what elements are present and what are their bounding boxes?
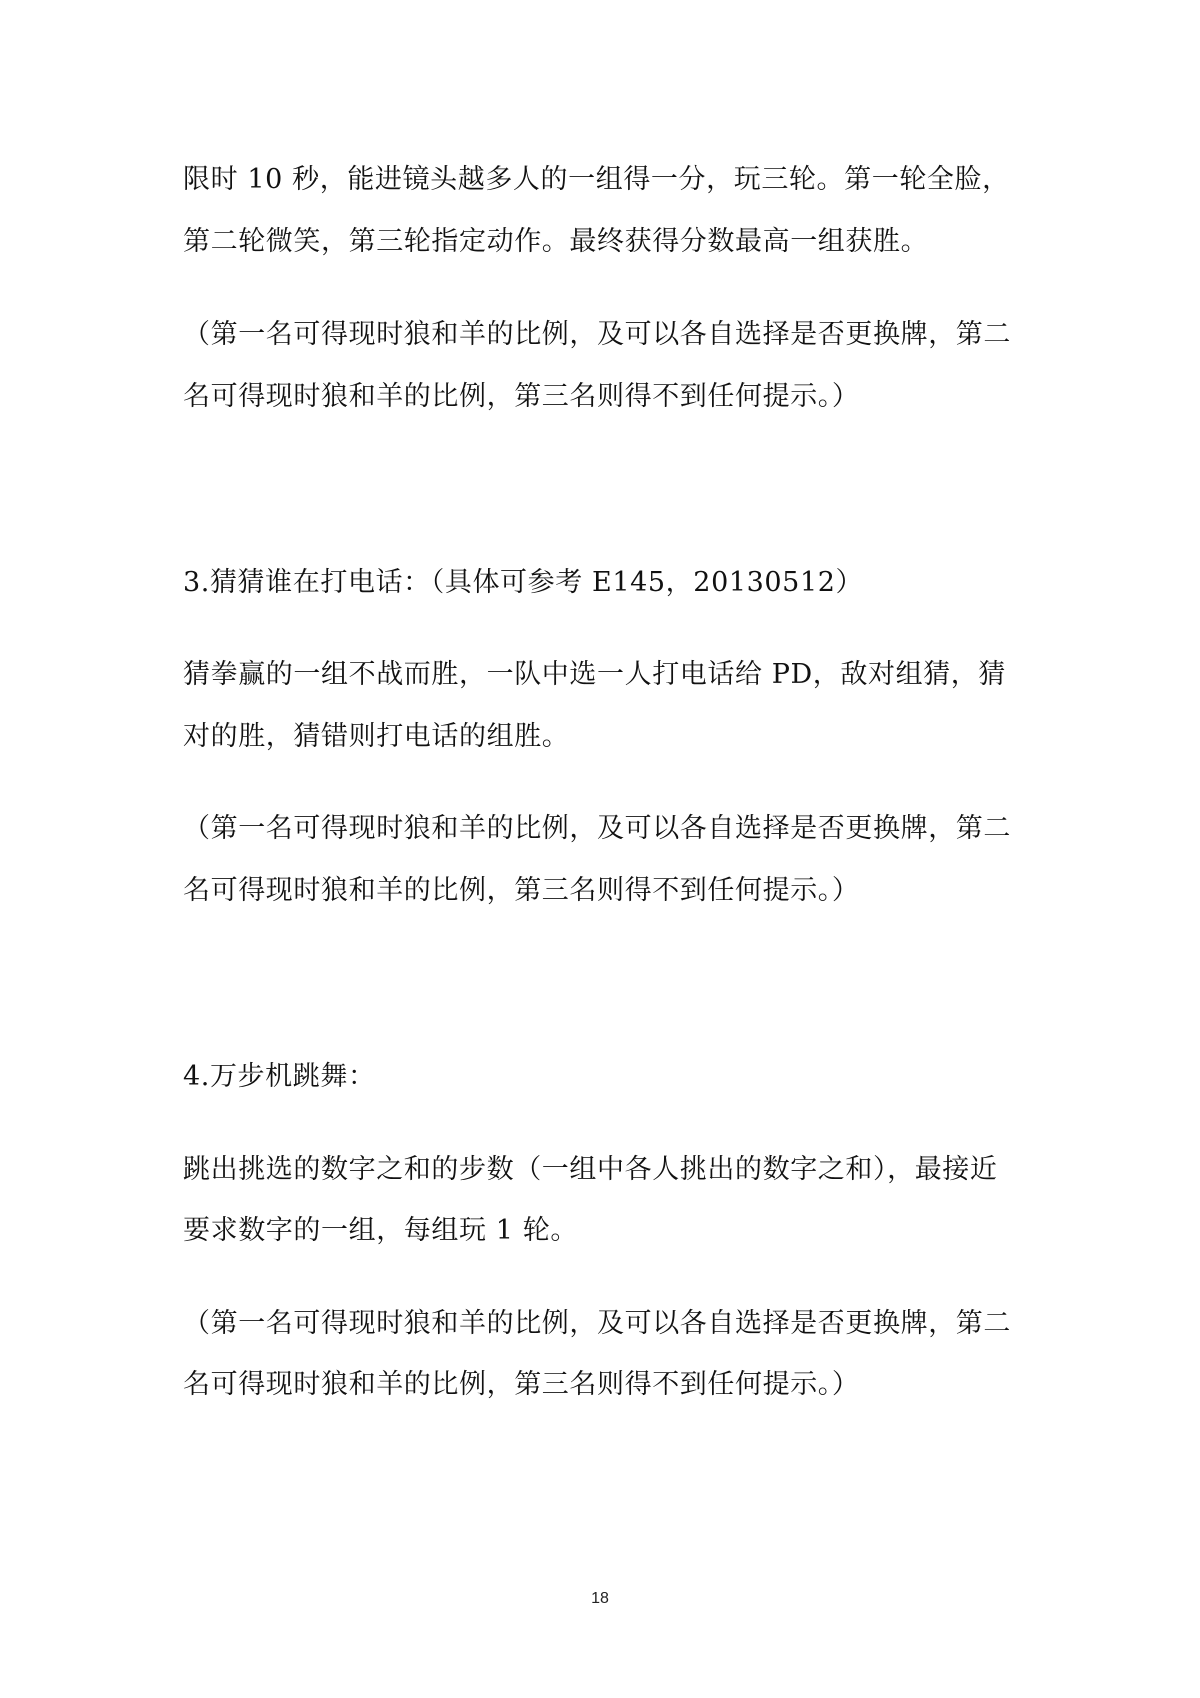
body-line: 要求数字的一组，每组玩 1 轮。 [183,1215,578,1246]
reward-note-line: 名可得现时狼和羊的比例，第三名则得不到任何提示。） [183,381,860,412]
body-line: 限时 10 秒，能进镜头越多人的一组得一分，玩三轮。第一轮全脸， [183,164,1010,195]
reward-note-line: （第一名可得现时狼和羊的比例，及可以各自选择是否更换牌，第二 [183,813,1011,844]
body-line: 猜拳赢的一组不战而胜，一队中选一人打电话给 PD，敌对组猜，猜 [183,659,1006,690]
reward-note-line: （第一名可得现时狼和羊的比例，及可以各自选择是否更换牌，第二 [183,1308,1011,1339]
body-line: 第二轮微笑，第三轮指定动作。最终获得分数最高一组获胜。 [183,226,929,257]
reward-note-line: （第一名可得现时狼和羊的比例，及可以各自选择是否更换牌，第二 [183,319,1011,350]
section-heading: 3.猜猜谁在打电话：（具体可参考 E145，20130512） [183,567,864,598]
body-line: 对的胜，猜错则打电话的组胜。 [183,721,570,752]
reward-note-line: 名可得现时狼和羊的比例，第三名则得不到任何提示。） [183,875,860,906]
section-heading: 4.万步机跳舞： [183,1061,376,1092]
page-number: 18 [591,1590,609,1607]
body-line: 跳出挑选的数字之和的步数（一组中各人挑出的数字之和），最接近 [183,1154,998,1185]
reward-note-line: 名可得现时狼和羊的比例，第三名则得不到任何提示。） [183,1369,860,1400]
